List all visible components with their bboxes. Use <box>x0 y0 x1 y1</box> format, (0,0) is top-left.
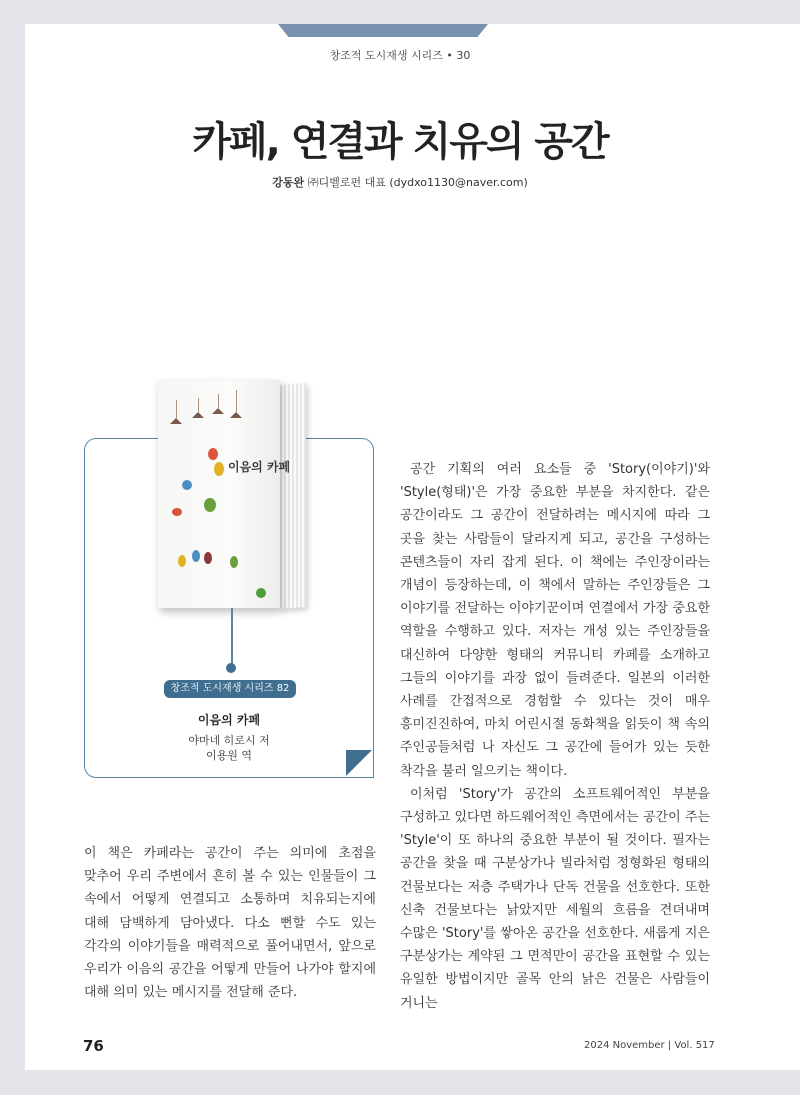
book-author: 야마네 히로시 저 <box>188 734 270 747</box>
book-cover-title: 이음의 카페 <box>228 460 291 474</box>
body-column-left <box>84 842 376 1004</box>
series-badge: 창조적 도시재생 시리즈 82 <box>164 680 296 698</box>
book-translator: 이용원 역 <box>205 749 252 762</box>
book-cover-image <box>158 380 280 608</box>
connector-line <box>231 608 233 666</box>
book-title: 이음의 카페 <box>197 713 261 727</box>
paragraph: 이 책은 카페라는 공간이 주는 의미에 초점을 맞추어 우리 주변에서 흔히 볼 수 있는 인물들이 그 속에서 어떻게 연결되고 소통하며 치유되는지에 대해 담백하게 담아냈다. 다소 뻔할 수도 있는 각각의 이야기들을 매력적으로 풀어내면서, 앞으로 우리가 이음의 공간을 어떻게 만들어 나가야 할지에 대해 의미 있는 메시지를 전달해 준다. <box>84 846 376 1001</box>
page-number: 76 <box>83 1037 104 1055</box>
issue-info: 2024 November | Vol. 517 <box>584 1040 715 1051</box>
body-column-right <box>400 458 710 1015</box>
byline <box>0 174 800 190</box>
book-spine-pages <box>280 383 306 609</box>
article-title: 카페, 연결과 치유의 공간 <box>192 119 608 165</box>
top-tab-decoration <box>278 24 488 37</box>
connector-dot-icon <box>226 663 236 673</box>
paragraph: 공간 기획의 여러 요소들 중 'Story(이야기)'와 'Style(형태)'은 가장 중요한 부분을 차지한다. 같은 공간이라도 그 공간이 전달하려는 메시지에 따라 그 곳을 찾는 사람들이 달라지게 되고, 공간을 구성하는 콘텐츠들이 자리 잡게 된다. 이 책에는 주인장이라는 개념이 등장하는데, 이 책에서 말하는 주인장들은 그 이야기를 전달하는 이야기꾼이며 연결에서 가장 중요한 역할을 수행하고 있다. 저자는 개성 있는 주인장들을 대신하여 다양한 형태의 커뮤니티 카페를 소개하고 그들의 이야기를 과장 없이 들려준다. 일본의 이러한 사례를 간접적으로 경험할 수 있다는 것이 매우 흥미진진하여, 마치 어린시절 동화책을 읽듯이 책 속의 주인공들처럼 나 자신도 그 공간에 들어가 있는 듯한 착각을 불러 일으키는 책이다. <box>400 462 710 779</box>
paragraph: 이처럼 'Story'가 공간의 소프트웨어적인 부분을 구성하고 있다면 하드웨어적인 측면에서는 공간이 주는 'Style'이 또 하나의 중요한 부분이 될 것이다. 필자는 공간을 찾을 때 구분상가나 빌라처럼 정형화된 형태의 건물보다는 저층 주택가나 단독 건물을 선호한다. 또한 신축 건물보다는 낡았지만 세월의 흐름을 견뎌내며 수많은 'Story'를 쌓아온 공간을 선호한다. 새롭게 지은 구분상가는 계약된 그 면적만이 공간을 표현할 수 있는 유일한 방법이지만 골목 안의 낡은 건물은 사람들이 거니는 <box>400 786 710 1011</box>
byline-author: 강동완 <box>272 176 305 189</box>
byline-affiliation: ㈜디벨로펀 대표 (dydxo1130@naver.com) <box>304 176 528 189</box>
series-header: 창조적 도시재생 시리즈 • 30 <box>329 49 471 62</box>
